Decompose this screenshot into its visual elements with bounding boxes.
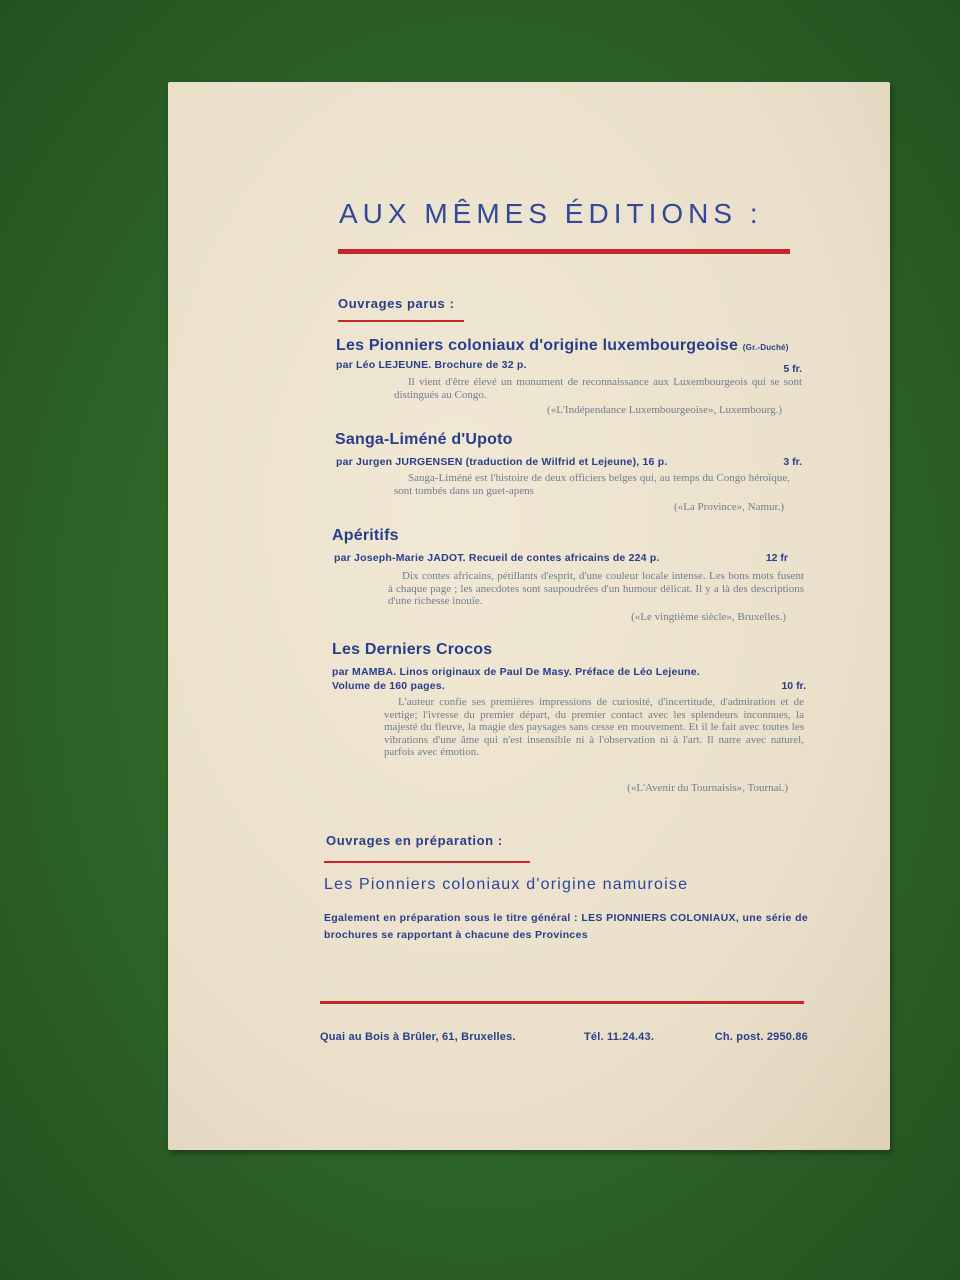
title-underline: [338, 249, 790, 254]
published-section-label: Ouvrages parus :: [338, 296, 455, 311]
publisher-address: Quai au Bois à Brûler, 61, Bruxelles.: [320, 1031, 516, 1043]
publisher-postal-account: Ch. post. 2950.86: [714, 1031, 808, 1043]
book-price: 12 fr: [765, 552, 788, 564]
footer-rule: [320, 1001, 804, 1004]
back-cover: [168, 82, 890, 1150]
preparation-note: Egalement en préparation sous le titre général : LES PIONNIERS COLONIAUX, une série de brochures se rapportant à chacune des Provinces: [324, 912, 808, 941]
book-title: [336, 337, 789, 355]
book-price: 10 fr.: [781, 680, 806, 692]
book-byline: par MAMBA. Linos originaux de Paul De Masy. Préface de Léo Lejeune.: [332, 666, 700, 678]
book-title: Sanga-Liméné d'Upoto: [335, 431, 513, 448]
preparation-title: Les Pionniers coloniaux d'origine namuroise: [324, 876, 689, 893]
book-byline: par Léo LEJEUNE. Brochure de 32 p.: [336, 359, 527, 371]
publisher-phone: Tél. 11.24.43.: [584, 1031, 655, 1043]
book-title-note: (Gr.-Duché): [742, 343, 789, 352]
book-byline: par Jurgen JURGENSEN (traduction de Wilfrid et Lejeune), 16 p.: [336, 456, 668, 468]
book-title: Les Derniers Crocos: [332, 641, 493, 658]
book-byline-volume: Volume de 160 pages.: [332, 680, 445, 692]
book-price: 5 fr.: [783, 363, 802, 375]
book-review-source: («L'Indépendance Luxembourgeoise», Luxembourg.): [547, 404, 782, 416]
book-review-source: («Le vingtième siècle», Bruxelles.): [631, 611, 786, 623]
book-title: Apéritifs: [332, 527, 399, 544]
preparation-label-underline: [324, 861, 530, 863]
book-title-text: Les Pionniers coloniaux d'origine luxembourgeoise: [336, 337, 739, 354]
book-price: 3 fr.: [783, 456, 802, 468]
preparation-section-label: Ouvrages en préparation :: [326, 833, 503, 848]
book-review: Dix contes africains, pétillants d'esprit, d'une couleur locale intense. Les bons mots fusent à chaque page ; les anecdotes sont saupoudrées d'un humour délicat. Il y a là des descriptions d'une richesse inouïe.: [388, 570, 804, 608]
book-review: L'auteur confie ses premières impressions de curiosité, d'incertitude, d'admiration et de vertige; l'ivresse du premier départ, du premier contact avec les splendeurs inconnues, la majesté du fleuve, la magie des paysages sans cesse en mouvement. Et il le fait avec toutes les vibrations d'une âme qui n'est insensible ni à l'observation ni à l'art. Il narre avec naturel, parfois avec émotion.: [384, 696, 804, 759]
book-review: Sanga-Liméné est l'histoire de deux officiers belges qui, au temps du Congo héroïque, sont tombés dans un guet-apens: [394, 472, 790, 497]
published-label-underline: [338, 320, 464, 322]
book-review: Il vient d'être élevé un monument de reconnaissance aux Luxembourgeois qui se sont distingués au Congo.: [394, 376, 802, 401]
book-byline: par Joseph-Marie JADOT. Recueil de contes africains de 224 p.: [334, 552, 660, 564]
book-review-source: («L'Avenir du Tournaisis», Tournai.): [627, 782, 788, 794]
book-review-source: («La Province», Namur.): [674, 501, 784, 513]
page-title: AUX MÊMES ÉDITIONS :: [339, 198, 763, 229]
